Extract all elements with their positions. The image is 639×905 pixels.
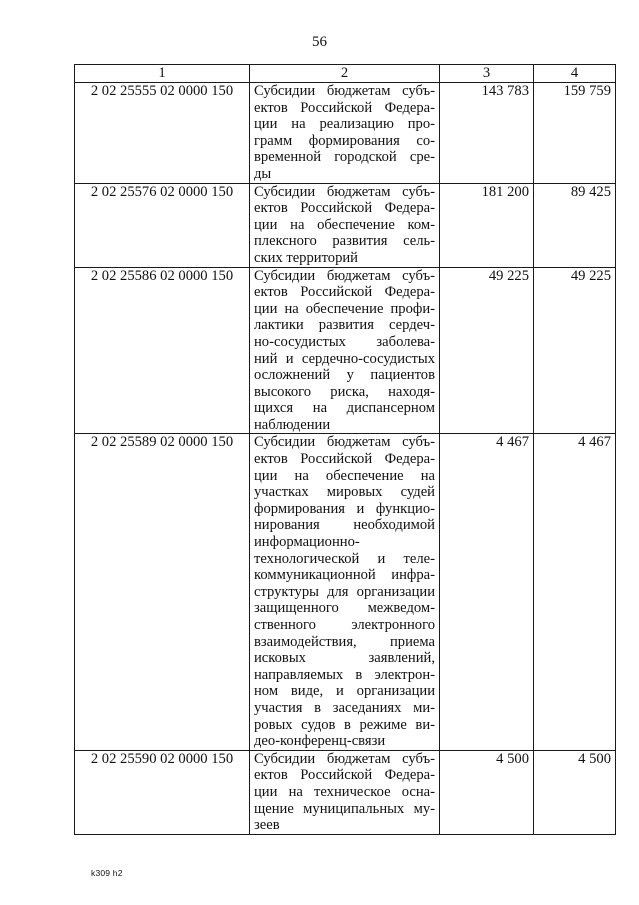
- column-header-4: 4: [534, 65, 616, 83]
- description-line: ном виде, и организации: [254, 683, 435, 700]
- description-line: исковых заявлений,: [254, 650, 435, 667]
- table-row: [75, 267, 616, 434]
- description-line: высокого риска, находя-: [254, 383, 435, 400]
- description-line: щихся на диспансерном: [254, 400, 435, 417]
- description-line: ектов Российской Федера-: [254, 99, 435, 116]
- table-row: [75, 83, 616, 184]
- description-line: ции на обеспечение ком-: [254, 216, 435, 233]
- description-cell: [250, 83, 440, 184]
- description-line: плексного развития сель-: [254, 233, 435, 250]
- budget-code-cell: 2 02 25589 02 0000 150: [75, 434, 250, 750]
- table-body: [75, 83, 616, 835]
- amount-col4-cell: 4 500: [534, 750, 616, 834]
- description-line: защищенного межведом-: [254, 600, 435, 617]
- description-line: Субсидии бюджетам субъ-: [254, 267, 435, 284]
- description-line: ний и сердечно-сосудистых: [254, 350, 435, 367]
- column-header-2: 2: [250, 65, 440, 83]
- description-cell: [250, 183, 440, 267]
- amount-col4-cell: 49 225: [534, 267, 616, 434]
- amount-col3-cell: 143 783: [440, 83, 534, 184]
- page-number: 56: [312, 34, 327, 50]
- description-line: део-конференц-связи: [254, 733, 386, 750]
- amount-col4-cell: 89 425: [534, 183, 616, 267]
- description-line: ектов Российской Федера-: [254, 451, 435, 468]
- description-line: информационно-: [254, 534, 360, 551]
- description-line: коммуникационной инфра-: [254, 567, 435, 584]
- description-line: направляемых в электрон-: [254, 666, 435, 683]
- description-line: лактики развития сердеч-: [254, 317, 435, 334]
- amount-col3-cell: 181 200: [440, 183, 534, 267]
- budget-code-cell: 2 02 25576 02 0000 150: [75, 183, 250, 267]
- amount-col4-cell: 4 467: [534, 434, 616, 750]
- description-line: но-сосудистых заболева-: [254, 333, 435, 350]
- description-line: Субсидии бюджетам субъ-: [254, 183, 435, 200]
- description-line: ственного электронного: [254, 617, 435, 633]
- description-cell: [250, 434, 440, 750]
- description-line: ды: [254, 165, 272, 182]
- description-line: участия в заседаниях ми-: [254, 699, 435, 716]
- column-header-3: 3: [440, 65, 534, 83]
- description-line: зеев: [254, 817, 280, 834]
- description-line: Субсидии бюджетам субъ-: [254, 434, 435, 451]
- table-row: [75, 183, 616, 267]
- amount-col3-cell: 4 467: [440, 434, 534, 750]
- description-line: наблюдении: [254, 416, 331, 433]
- description-line: формирования и функцио-: [254, 500, 435, 517]
- description-line: ции на реализацию про-: [254, 116, 435, 133]
- description-line: участках мировых судей: [254, 484, 435, 501]
- description-line: нирования необходимой: [254, 517, 435, 534]
- footer-code: k309 h2: [91, 868, 123, 878]
- table-header-row: [75, 65, 616, 83]
- budget-code-cell: 2 02 25555 02 0000 150: [75, 83, 250, 184]
- description-line: ектов Российской Федера-: [254, 200, 435, 217]
- description-line: технологической и теле-: [254, 550, 435, 567]
- description-line: ции на обеспечение на: [254, 467, 435, 484]
- description-line: структуры для организации: [254, 583, 435, 600]
- description-line: грамм формирования со-: [254, 132, 435, 149]
- description-line: ектов Российской Федера-: [254, 284, 435, 301]
- description-cell: [250, 267, 440, 434]
- table-row: [75, 434, 616, 750]
- description-cell: [250, 750, 440, 834]
- amount-col3-cell: 49 225: [440, 267, 534, 434]
- description-line: ции на обеспечение профи-: [254, 300, 435, 317]
- description-line: Субсидии бюджетам субъ-: [254, 83, 435, 99]
- description-line: ектов Российской Федера-: [254, 767, 435, 784]
- description-line: ровых судов в режиме ви-: [254, 716, 435, 733]
- description-line: Субсидии бюджетам субъ-: [254, 750, 435, 767]
- description-line: осложнений у пациентов: [254, 367, 435, 384]
- description-line: ских территорий: [254, 249, 358, 266]
- column-header-1: 1: [75, 65, 250, 83]
- amount-col3-cell: 4 500: [440, 750, 534, 834]
- budget-code-cell: 2 02 25586 02 0000 150: [75, 267, 250, 434]
- description-line: временной городской сре-: [254, 149, 435, 166]
- description-line: щение муниципальных му-: [254, 800, 435, 817]
- description-line: взаимодействия, приема: [254, 633, 435, 650]
- description-line: ции на техническое осна-: [254, 783, 435, 800]
- budget-code-cell: 2 02 25590 02 0000 150: [75, 750, 250, 834]
- amount-col4-cell: 159 759: [534, 83, 616, 184]
- budget-table: [74, 64, 616, 835]
- table-row: [75, 750, 616, 834]
